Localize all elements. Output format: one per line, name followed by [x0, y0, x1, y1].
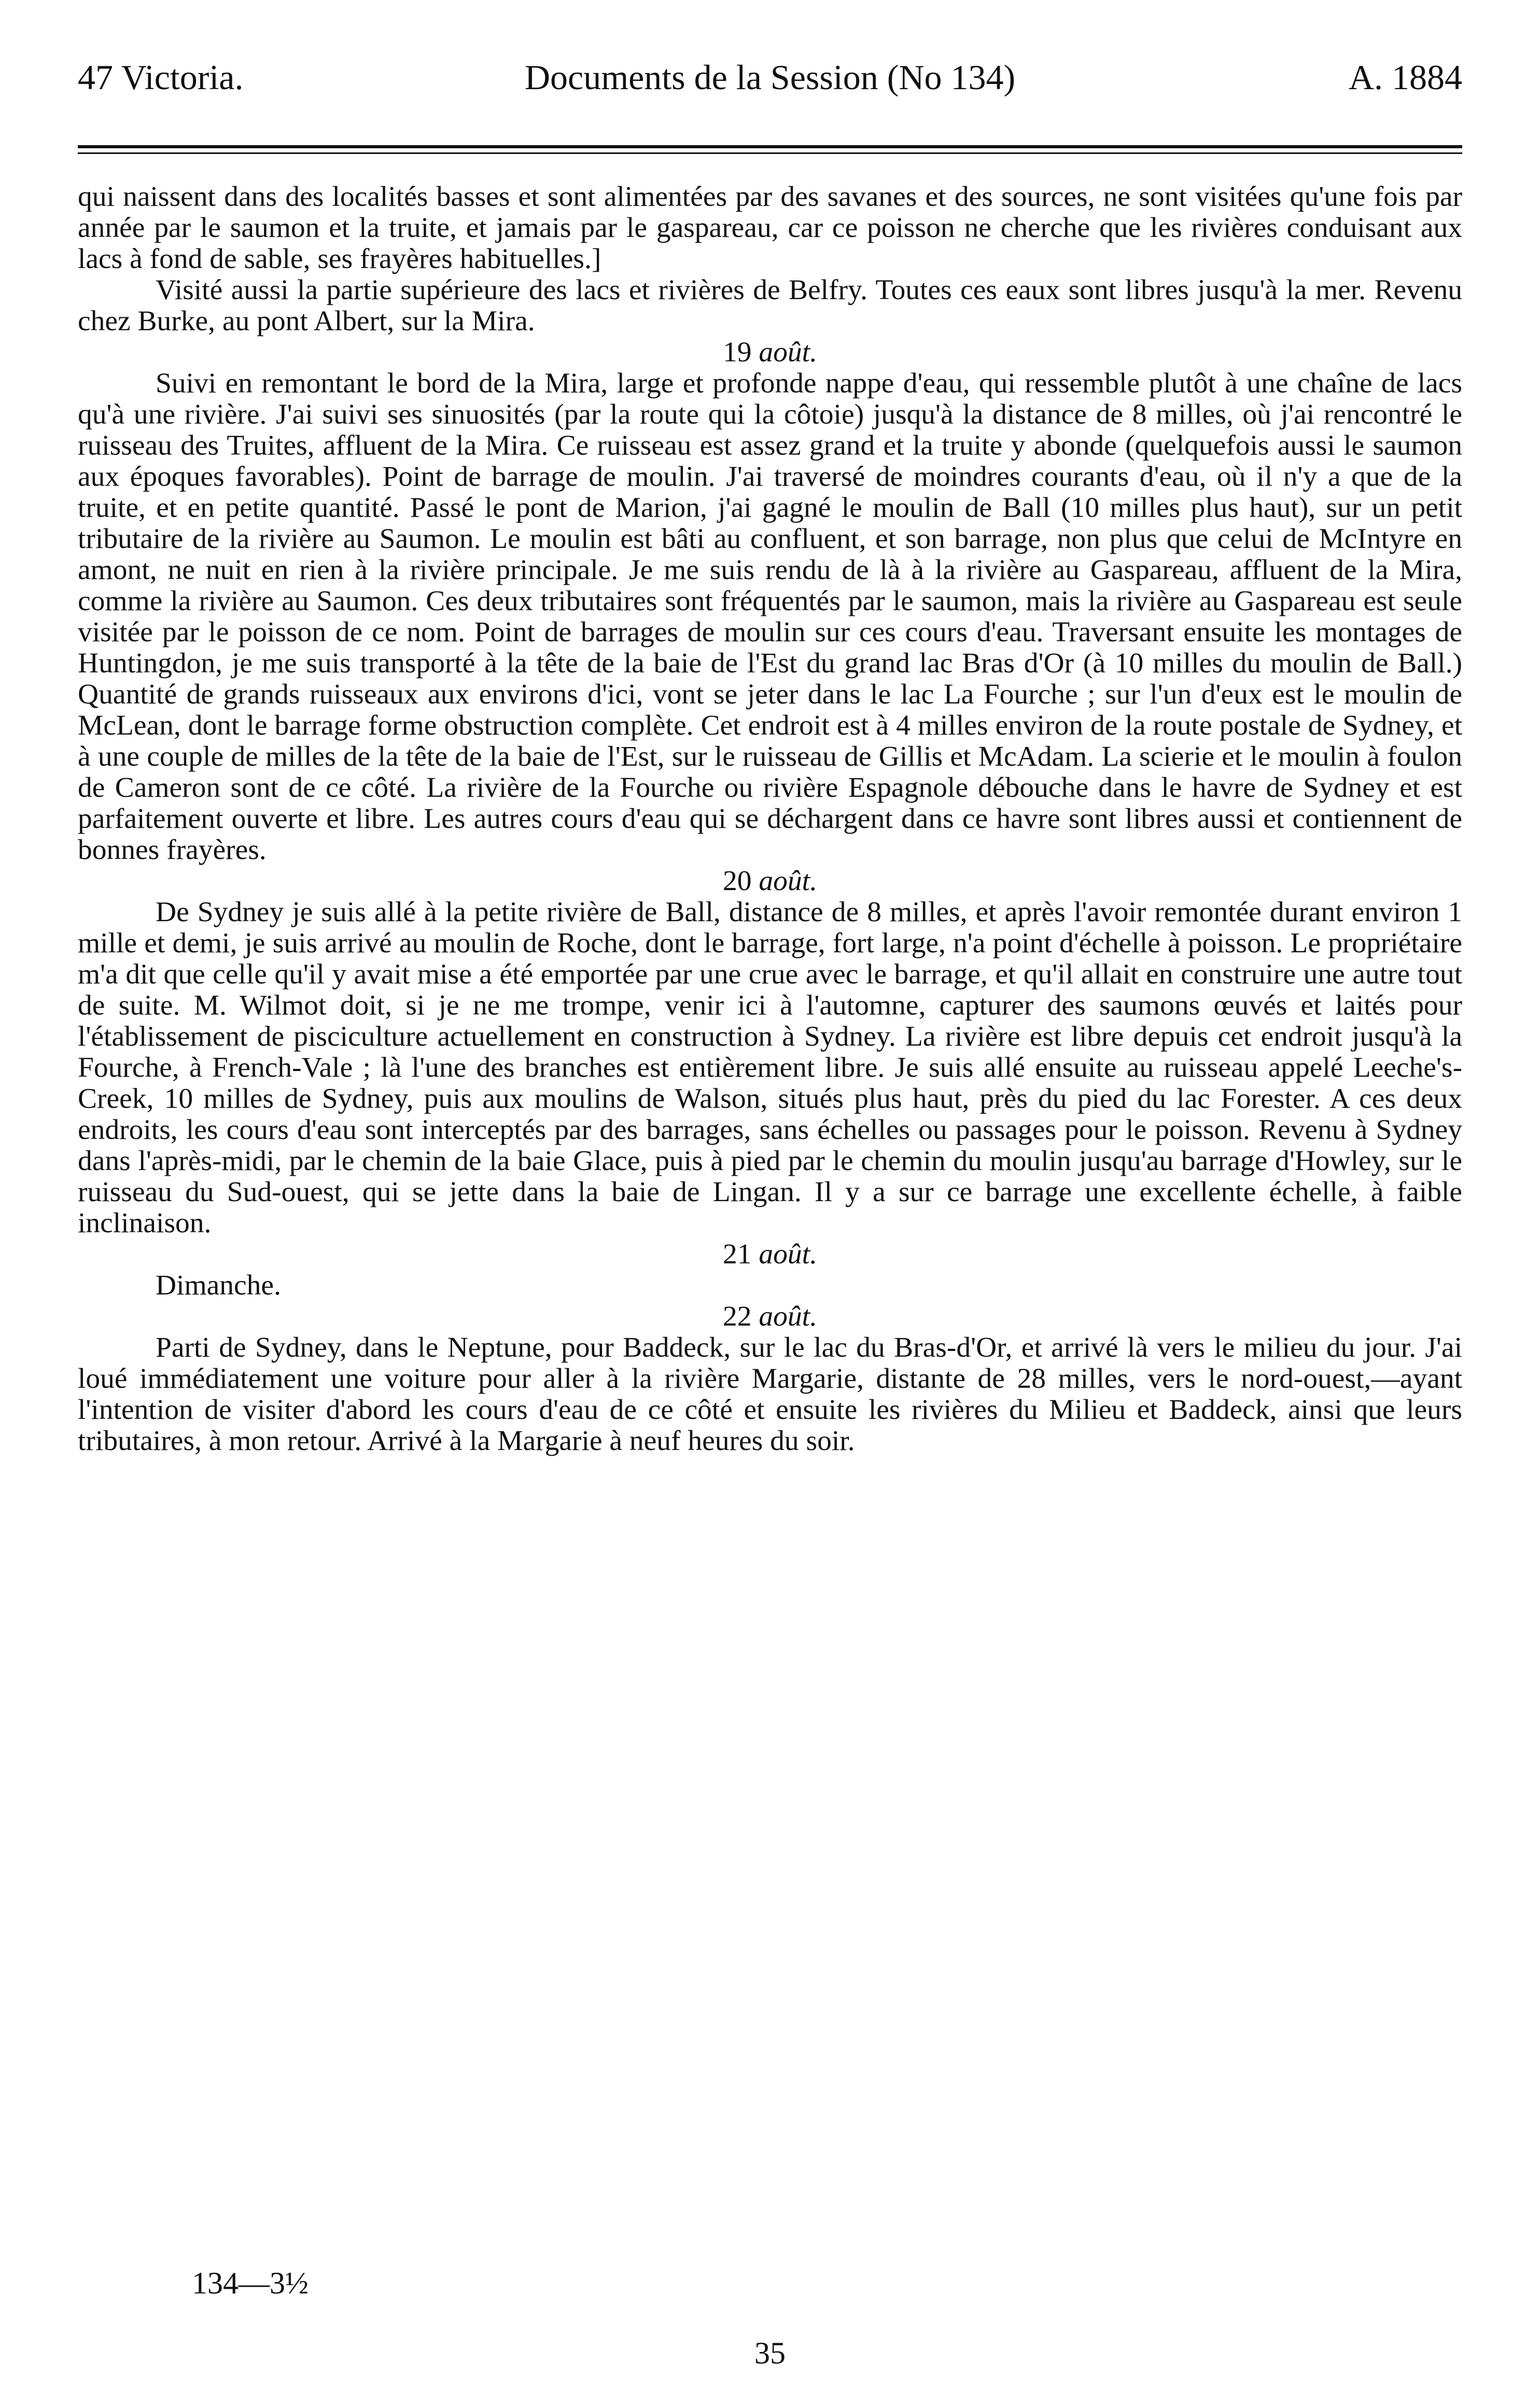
- date-month: août.: [759, 336, 817, 368]
- paragraph: Dimanche.: [156, 1270, 281, 1301]
- paragraph: Suivi en remontant le bord de la Mira, large et profonde nappe d'eau, qui ressemble plutôt à une chaîne de lacs qu'à une rivière. J'ai suivi ses sinuosités (par la route qui la côtoie) jusqu'à la distance de 8 milles, où j'ai rencontré le ruisseau des Truites, affluent de la Mira. Ce ruisseau est assez grand et la truite y abonde (quelquefois aussi le saumon aux époques favorables). Point de barrage de moulin. J'ai traversé de moindres courants d'eau, où il n'y a que de la truite, et en petite quantité. Passé le pont de Marion, j'ai gagné le moulin de Ball (10 milles plus haut), sur un petit tributaire de la rivière au Saumon. Le moulin est bâti au confluent, et son barrage, non plus que celui de McIntyre en amont, ne nuit en rien à la rivière principale. Je me suis rendu de là à la rivière au Gaspareau, affluent de la Mira, comme la rivière au Saumon. Ces deux tributaires sont fréquentés par le saumon, mais la rivière au Gaspareau est seule visitée par le poisson de ce nom. Point de barrages de moulin sur ces cours d'eau. Traversant ensuite les montages de Huntingdon, je me suis transporté à la tête de la baie de l'Est du grand lac Bras d'Or (à 10 milles du moulin de Ball.) Quantité de grands ruisseaux aux environs d'ici, vont se jeter dans le lac La Fourche ; sur l'un d'eux est le moulin de McLean, dont le barrage forme obstruction complète. Cet endroit est à 4 milles environ de la route postale de Sydney, et à une couple de milles de la tête de la baie de l'Est, sur le ruisseau de Gillis et McAdam. La scierie et le moulin à foulon de Cameron sont de ce côté. La rivière de la Fourche ou rivière Espagnole débouche dans le havre de Sydney et est parfaitement ouverte et libre. Les autres cours d'eau qui se déchargent dans ce havre sont libres aussi et contiennent de bonnes frayères.: [78, 368, 1462, 866]
- paragraph: Visité aussi la partie supérieure des lacs et rivières de Belfry. Toutes ces eaux sont libres jusqu'à la mer. Revenu chez Burke, au pont Albert, sur la Mira.: [78, 274, 1462, 337]
- date-heading: [78, 1301, 1462, 1332]
- date-month: août.: [759, 865, 817, 897]
- date-day: 19: [723, 336, 752, 368]
- running-header: [78, 57, 1462, 109]
- page-number: 35: [754, 2336, 786, 2370]
- date-heading: [78, 1239, 1462, 1270]
- signature-mark: 134—3½: [192, 2266, 309, 2300]
- date-day: 20: [723, 865, 752, 897]
- header-left: 47 Victoria.: [78, 58, 244, 97]
- paragraph: De Sydney je suis allé à la petite rivière de Ball, distance de 8 milles, et après l'avoir remontée durant environ 1 mille et demi, je suis arrivé au moulin de Roche, dont le barrage, fort large, n'a point d'échelle à poisson. Le propriétaire m'a dit que celle qu'il y avait mise a été emportée par une crue avec le barrage, et qu'il allait en construire une autre tout de suite. M. Wilmot doit, si je ne me trompe, venir ici à l'automne, capturer des saumons œuvés et laités pour l'établissement de pisciculture actuellement en construction à Sydney. La rivière est libre depuis cet endroit jusqu'à la Fourche, à French-Vale ; là l'une des branches est entièrement libre. Je suis allé ensuite au ruisseau appelé Leeche's-Creek, 10 milles de Sydney, puis aux moulins de Walson, situés plus haut, près du pied du lac Forester. A ces deux endroits, les cours d'eau sont interceptés par des barrages, sans échelles ou passages pour le poisson. Revenu à Sydney dans l'après-midi, par le chemin de la baie Glace, puis à pied par le chemin du moulin jusqu'au barrage d'Howley, sur le ruisseau du Sud-ouest, qui se jette dans la baie de Lingan. Il y a sur ce barrage une excellente échelle, à faible inclinaison.: [78, 896, 1462, 1239]
- date-day: 22: [723, 1301, 752, 1332]
- header-right: A. 1884: [1348, 58, 1462, 97]
- header-rule-thick: [78, 145, 1462, 148]
- date-heading: [78, 337, 1462, 368]
- date-month: août.: [759, 1301, 817, 1332]
- paragraph: qui naissent dans des localités basses et sont alimentées par des savanes et des sources, ne sont visitées qu'une fois par année par le saumon et la truite, et jamais par le gaspareau, car ce poisson ne cherche que les rivières conduisant aux lacs à fond de sable, ses frayères habituelles.]: [78, 181, 1462, 275]
- date-month: août.: [759, 1238, 817, 1270]
- date-heading: [78, 866, 1462, 897]
- paragraph: Parti de Sydney, dans le Neptune, pour Baddeck, sur le lac du Bras-d'Or, et arrivé là vers le milieu du jour. J'ai loué immédiatement une voiture pour aller à la rivière Margarie, distante de 28 milles, vers le nord-ouest,—ayant l'intention de visiter d'abord les cours d'eau de ce côté et ensuite les rivières du Milieu et Baddeck, ainsi que leurs tributaires, à mon retour. Arrivé à la Margarie à neuf heures du soir.: [78, 1332, 1462, 1457]
- date-day: 21: [723, 1238, 752, 1270]
- body-text: [78, 181, 1462, 1457]
- header-rule-thin: [78, 152, 1462, 154]
- header-title: Documents de la Session (No 134): [524, 58, 1016, 97]
